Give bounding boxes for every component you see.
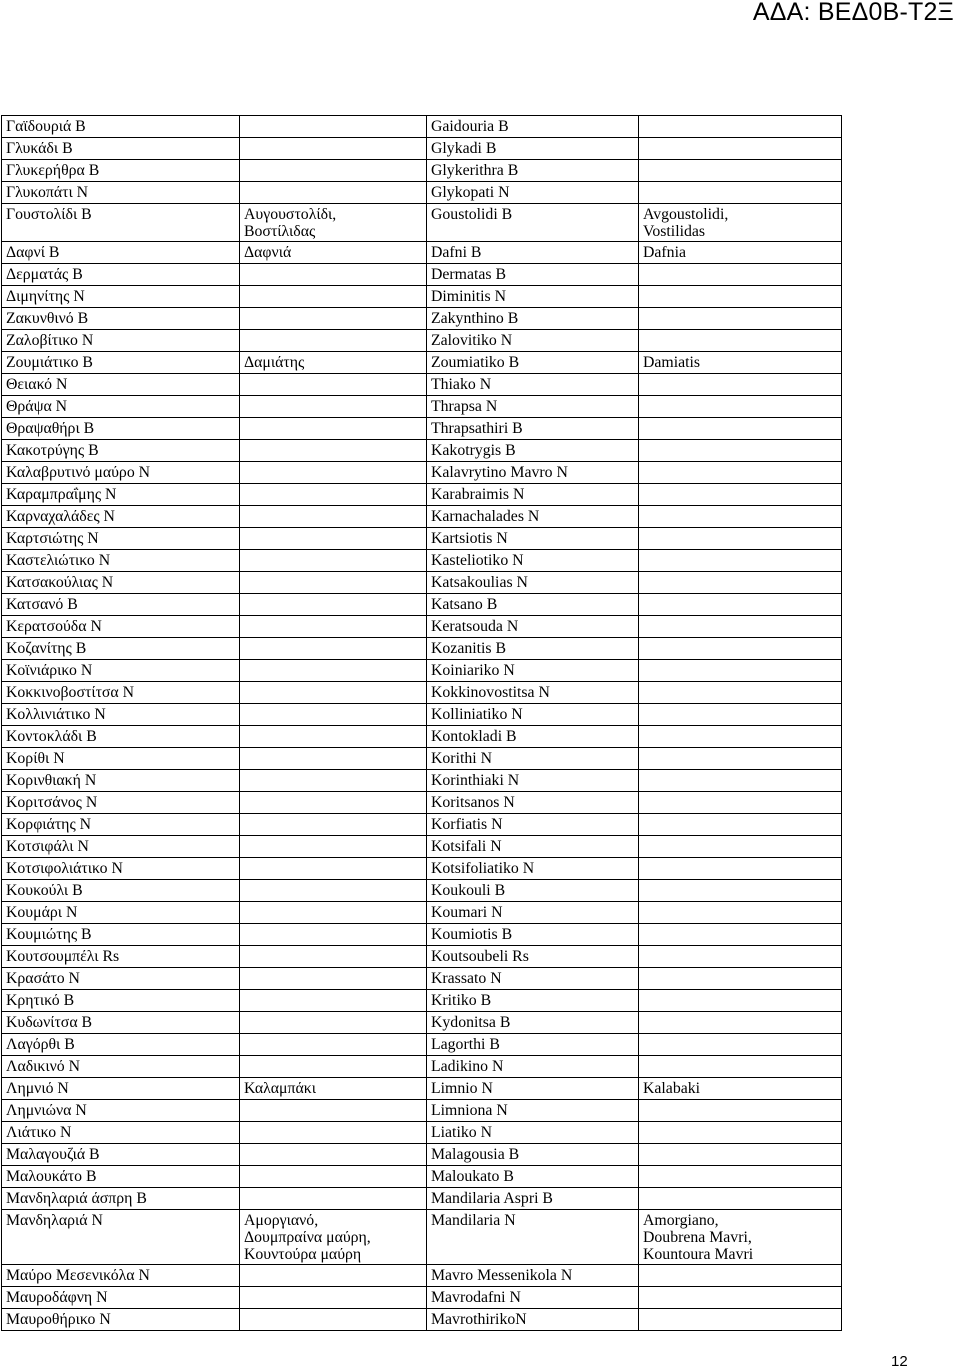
table-row (2, 116, 842, 138)
synonyms-greek-cell (240, 924, 427, 946)
table-row (2, 572, 842, 594)
variety-name-greek-cell: Καρτσιώτης Ν (2, 528, 240, 550)
page-number: 12 (891, 1353, 908, 1370)
variety-name-latin-cell: Glykadi B (427, 138, 639, 160)
synonyms-greek-cell (240, 264, 427, 286)
synonyms-latin-cell (639, 616, 842, 638)
table-row (2, 352, 842, 374)
table-row (2, 836, 842, 858)
synonyms-latin-cell: Dafnia (639, 242, 842, 264)
synonyms-latin-cell (639, 924, 842, 946)
table-row (2, 1166, 842, 1188)
table-row (2, 1012, 842, 1034)
table-row (2, 374, 842, 396)
synonyms-greek-cell (240, 902, 427, 924)
variety-name-greek-cell: Κρητικό Β (2, 990, 240, 1012)
variety-name-latin-cell: Glykerithra B (427, 160, 639, 182)
synonyms-latin-cell (639, 792, 842, 814)
variety-name-latin-cell: Kontokladi B (427, 726, 639, 748)
table-row (2, 550, 842, 572)
table-row (2, 748, 842, 770)
table-row (2, 660, 842, 682)
variety-name-greek-cell: Μανδηλαριά Ν (2, 1210, 240, 1265)
synonyms-latin-cell (639, 858, 842, 880)
variety-name-latin-cell: Keratsouda N (427, 616, 639, 638)
table-row (2, 704, 842, 726)
table-row (2, 880, 842, 902)
synonyms-latin-cell (639, 550, 842, 572)
synonyms-greek-cell (240, 1309, 427, 1331)
ada-code-header: ΑΔΑ: ΒΕΔ0Β-Τ2Ξ (752, 0, 954, 26)
variety-name-latin-cell: Kolliniatiko N (427, 704, 639, 726)
variety-name-latin-cell: Goustolidi B (427, 204, 639, 242)
synonyms-greek-cell (240, 682, 427, 704)
variety-name-latin-cell: Kalavrytino Mavro N (427, 462, 639, 484)
synonyms-latin-cell (639, 182, 842, 204)
variety-name-latin-cell: Glykopati N (427, 182, 639, 204)
synonyms-greek-cell (240, 138, 427, 160)
variety-name-latin-cell: Koumari N (427, 902, 639, 924)
synonyms-greek-cell (240, 1144, 427, 1166)
variety-name-greek-cell: Κοντοκλάδι Β (2, 726, 240, 748)
variety-name-latin-cell: Limniona N (427, 1100, 639, 1122)
table-row (2, 330, 842, 352)
variety-name-greek-cell: Κουμιώτης Β (2, 924, 240, 946)
synonyms-greek-cell (240, 748, 427, 770)
table-row (2, 1122, 842, 1144)
table-row (2, 418, 842, 440)
variety-name-greek-cell: Λαγόρθι Β (2, 1034, 240, 1056)
variety-name-greek-cell: Κοριτσάνος Ν (2, 792, 240, 814)
synonyms-greek-cell (240, 308, 427, 330)
synonyms-latin-cell (639, 836, 842, 858)
table-row (2, 1144, 842, 1166)
synonyms-latin-cell (639, 484, 842, 506)
variety-name-greek-cell: Κορινθιακή Ν (2, 770, 240, 792)
table-row (2, 814, 842, 836)
variety-name-greek-cell: Θειακό Ν (2, 374, 240, 396)
synonyms-latin-cell (639, 506, 842, 528)
synonyms-greek-cell (240, 1188, 427, 1210)
synonyms-greek-cell (240, 528, 427, 550)
variety-name-greek-cell: Κρασάτο Ν (2, 968, 240, 990)
table-row (2, 286, 842, 308)
synonyms-greek-cell (240, 990, 427, 1012)
variety-name-latin-cell: Diminitis N (427, 286, 639, 308)
variety-name-greek-cell: Κατσανό Β (2, 594, 240, 616)
variety-name-greek-cell: Κορίθι Ν (2, 748, 240, 770)
synonyms-greek-cell (240, 182, 427, 204)
table-row (2, 204, 842, 242)
variety-name-greek-cell: Μαλουκάτο Β (2, 1166, 240, 1188)
variety-name-greek-cell: Κορφιάτης Ν (2, 814, 240, 836)
synonyms-latin-cell (639, 1144, 842, 1166)
synonyms-greek-cell (240, 858, 427, 880)
synonyms-greek-cell (240, 880, 427, 902)
table-row (2, 1100, 842, 1122)
variety-name-latin-cell: Koumiotis B (427, 924, 639, 946)
variety-name-latin-cell: Dafni B (427, 242, 639, 264)
table-row (2, 924, 842, 946)
variety-name-latin-cell: Lagorthi B (427, 1034, 639, 1056)
variety-name-latin-cell: Mavrodafni N (427, 1287, 639, 1309)
variety-name-greek-cell: Κοζανίτης Β (2, 638, 240, 660)
synonyms-greek-cell (240, 638, 427, 660)
table-row (2, 638, 842, 660)
synonyms-latin-cell (639, 1034, 842, 1056)
synonyms-latin-cell (639, 116, 842, 138)
variety-name-greek-cell: Διμηνίτης Ν (2, 286, 240, 308)
table-row (2, 1265, 842, 1287)
variety-name-latin-cell: Zalovitiko N (427, 330, 639, 352)
synonyms-latin-cell (639, 1188, 842, 1210)
synonyms-latin-cell: Damiatis (639, 352, 842, 374)
synonyms-latin-cell (639, 770, 842, 792)
variety-name-greek-cell: Κουμάρι Ν (2, 902, 240, 924)
table-row (2, 1309, 842, 1331)
variety-name-latin-cell: Kozanitis B (427, 638, 639, 660)
synonyms-greek-cell (240, 484, 427, 506)
variety-name-latin-cell: Kokkinovostitsa N (427, 682, 639, 704)
synonyms-greek-cell (240, 1287, 427, 1309)
synonyms-greek-cell (240, 1265, 427, 1287)
synonyms-latin-cell: Avgoustolidi, Vostilidas (639, 204, 842, 242)
synonyms-latin-cell (639, 990, 842, 1012)
variety-name-greek-cell: Γουστολίδι Β (2, 204, 240, 242)
variety-name-latin-cell: Korfiatis N (427, 814, 639, 836)
table-row (2, 182, 842, 204)
table-row (2, 792, 842, 814)
table-row (2, 1078, 842, 1100)
variety-name-greek-cell: Κακοτρύγης Β (2, 440, 240, 462)
synonyms-greek-cell (240, 594, 427, 616)
synonyms-greek-cell (240, 440, 427, 462)
table-row (2, 440, 842, 462)
variety-name-greek-cell: Ζακυνθινό Β (2, 308, 240, 330)
table-row (2, 484, 842, 506)
variety-name-latin-cell: Korinthiaki N (427, 770, 639, 792)
table-row (2, 160, 842, 182)
table-row (2, 1287, 842, 1309)
variety-name-greek-cell: Γλυκερήθρα Β (2, 160, 240, 182)
table-row (2, 946, 842, 968)
variety-name-greek-cell: Κοϊνιάρικο Ν (2, 660, 240, 682)
synonyms-latin-cell (639, 638, 842, 660)
synonyms-greek-cell (240, 814, 427, 836)
synonyms-greek-cell (240, 160, 427, 182)
synonyms-greek-cell: Δαφνιά (240, 242, 427, 264)
synonyms-latin-cell (639, 1012, 842, 1034)
variety-name-greek-cell: Μαύρο Μεσενικόλα Ν (2, 1265, 240, 1287)
variety-name-latin-cell: Katsano B (427, 594, 639, 616)
table-row (2, 726, 842, 748)
variety-name-latin-cell: Dermatas B (427, 264, 639, 286)
variety-name-latin-cell: MavrothirikoN (427, 1309, 639, 1331)
table-row (2, 138, 842, 160)
variety-name-latin-cell: Koutsoubeli Rs (427, 946, 639, 968)
table-row (2, 1188, 842, 1210)
table-row (2, 1210, 842, 1265)
synonyms-greek-cell (240, 1122, 427, 1144)
synonyms-latin-cell: Amorgiano, Doubrena Mavri, Kountoura Mavri (639, 1210, 842, 1265)
synonyms-greek-cell (240, 572, 427, 594)
table-row (2, 264, 842, 286)
synonyms-latin-cell (639, 330, 842, 352)
variety-name-greek-cell: Λημνιό Ν (2, 1078, 240, 1100)
synonyms-latin-cell (639, 138, 842, 160)
synonyms-greek-cell (240, 1056, 427, 1078)
variety-name-greek-cell: Κοτσιφολιάτικο Ν (2, 858, 240, 880)
synonyms-latin-cell (639, 264, 842, 286)
variety-name-greek-cell: Ζαλοβίτικο Ν (2, 330, 240, 352)
table-row (2, 968, 842, 990)
variety-name-greek-cell: Δερματάς Β (2, 264, 240, 286)
variety-name-latin-cell: Maloukato B (427, 1166, 639, 1188)
synonyms-greek-cell (240, 1100, 427, 1122)
synonyms-latin-cell (639, 704, 842, 726)
variety-name-latin-cell: Mandilaria Aspri B (427, 1188, 639, 1210)
synonyms-latin-cell (639, 374, 842, 396)
variety-name-latin-cell: Kotsifoliatiko N (427, 858, 639, 880)
synonyms-greek-cell (240, 116, 427, 138)
variety-name-greek-cell: Λημνιώνα Ν (2, 1100, 240, 1122)
variety-name-latin-cell: Karabraimis N (427, 484, 639, 506)
variety-name-greek-cell: Κουκούλι Β (2, 880, 240, 902)
synonyms-latin-cell: Kalabaki (639, 1078, 842, 1100)
synonyms-latin-cell (639, 814, 842, 836)
synonyms-greek-cell (240, 770, 427, 792)
variety-name-latin-cell: Thiako N (427, 374, 639, 396)
variety-name-greek-cell: Γλυκάδι Β (2, 138, 240, 160)
variety-name-greek-cell: Καραμπραΐμης Ν (2, 484, 240, 506)
synonyms-latin-cell (639, 594, 842, 616)
variety-name-greek-cell: Λιάτικο Ν (2, 1122, 240, 1144)
variety-name-greek-cell: Μαυροδάφνη Ν (2, 1287, 240, 1309)
synonyms-latin-cell (639, 462, 842, 484)
variety-name-latin-cell: Koritsanos N (427, 792, 639, 814)
table-row (2, 858, 842, 880)
variety-name-latin-cell: Kotsifali N (427, 836, 639, 858)
synonyms-latin-cell (639, 160, 842, 182)
synonyms-greek-cell: Δαμιάτης (240, 352, 427, 374)
variety-name-greek-cell: Γαϊδουριά Β (2, 116, 240, 138)
variety-name-greek-cell: Κοκκινοβοστίτσα Ν (2, 682, 240, 704)
synonyms-greek-cell: Αυγουστολίδι, Βοστίλιδας (240, 204, 427, 242)
variety-name-latin-cell: Kartsiotis N (427, 528, 639, 550)
synonyms-latin-cell (639, 682, 842, 704)
synonyms-greek-cell (240, 704, 427, 726)
synonyms-greek-cell (240, 660, 427, 682)
synonyms-latin-cell (639, 1166, 842, 1188)
variety-name-greek-cell: Δαφνί Β (2, 242, 240, 264)
variety-name-greek-cell: Καρναχαλάδες Ν (2, 506, 240, 528)
table-row (2, 770, 842, 792)
variety-name-greek-cell: Καστελιώτικο Ν (2, 550, 240, 572)
synonyms-latin-cell (639, 968, 842, 990)
variety-name-latin-cell: Zoumiatiko B (427, 352, 639, 374)
table-row (2, 1056, 842, 1078)
synonyms-latin-cell (639, 308, 842, 330)
synonyms-greek-cell (240, 550, 427, 572)
synonyms-greek-cell (240, 726, 427, 748)
synonyms-greek-cell (240, 1012, 427, 1034)
variety-name-greek-cell: Γλυκοπάτι Ν (2, 182, 240, 204)
synonyms-latin-cell (639, 418, 842, 440)
table-row (2, 396, 842, 418)
table-row (2, 902, 842, 924)
variety-name-latin-cell: Gaidouria B (427, 116, 639, 138)
variety-name-latin-cell: Karnachalades N (427, 506, 639, 528)
variety-name-greek-cell: Θραψαθήρι Β (2, 418, 240, 440)
variety-name-latin-cell: Krassato N (427, 968, 639, 990)
synonyms-latin-cell (639, 660, 842, 682)
table-body (2, 116, 842, 1331)
variety-name-latin-cell: Kakotrygis B (427, 440, 639, 462)
synonyms-latin-cell (639, 1122, 842, 1144)
synonyms-greek-cell (240, 286, 427, 308)
variety-name-greek-cell: Μανδηλαριά άσπρη Β (2, 1188, 240, 1210)
synonyms-greek-cell (240, 836, 427, 858)
variety-name-greek-cell: Μαυροθήρικο Ν (2, 1309, 240, 1331)
table-row (2, 594, 842, 616)
variety-name-greek-cell: Κυδωνίτσα Β (2, 1012, 240, 1034)
synonyms-greek-cell: Αμοργιανό, Δουμπραίνα μαύρη, Κουντούρα μαύρη (240, 1210, 427, 1265)
synonyms-greek-cell (240, 330, 427, 352)
synonyms-greek-cell (240, 462, 427, 484)
variety-name-greek-cell: Ζουμιάτικο Β (2, 352, 240, 374)
variety-name-greek-cell: Μαλαγουζιά Β (2, 1144, 240, 1166)
table-row (2, 990, 842, 1012)
variety-name-greek-cell: Κοτσιφάλι Ν (2, 836, 240, 858)
synonyms-greek-cell (240, 418, 427, 440)
synonyms-latin-cell (639, 1056, 842, 1078)
synonyms-greek-cell (240, 1034, 427, 1056)
synonyms-greek-cell (240, 374, 427, 396)
synonyms-greek-cell (240, 946, 427, 968)
synonyms-latin-cell (639, 748, 842, 770)
variety-name-latin-cell: Korithi N (427, 748, 639, 770)
synonyms-greek-cell (240, 396, 427, 418)
variety-name-latin-cell: Koiniariko N (427, 660, 639, 682)
synonyms-greek-cell (240, 616, 427, 638)
synonyms-latin-cell (639, 1287, 842, 1309)
variety-name-latin-cell: Koukouli B (427, 880, 639, 902)
table-row (2, 528, 842, 550)
table-row (2, 506, 842, 528)
variety-name-greek-cell: Καλαβρυτινό μαύρο Ν (2, 462, 240, 484)
synonyms-greek-cell (240, 506, 427, 528)
table-row (2, 616, 842, 638)
synonyms-latin-cell (639, 1100, 842, 1122)
table-row (2, 462, 842, 484)
variety-name-latin-cell: Katsakoulias N (427, 572, 639, 594)
variety-name-latin-cell: Malagousia B (427, 1144, 639, 1166)
synonyms-latin-cell (639, 286, 842, 308)
variety-name-latin-cell: Kritiko B (427, 990, 639, 1012)
variety-name-latin-cell: Thrapsathiri B (427, 418, 639, 440)
synonyms-latin-cell (639, 1265, 842, 1287)
synonyms-latin-cell (639, 946, 842, 968)
variety-name-latin-cell: Kasteliotiko N (427, 550, 639, 572)
variety-name-greek-cell: Κατσακούλιας Ν (2, 572, 240, 594)
variety-name-greek-cell: Λαδικινό Ν (2, 1056, 240, 1078)
synonyms-greek-cell (240, 1166, 427, 1188)
variety-name-greek-cell: Θράψα Ν (2, 396, 240, 418)
grape-varieties-table (1, 115, 842, 1331)
table-row (2, 308, 842, 330)
table-row (2, 1034, 842, 1056)
synonyms-latin-cell (639, 902, 842, 924)
variety-name-greek-cell: Κερατσούδα Ν (2, 616, 240, 638)
variety-name-latin-cell: Zakynthino B (427, 308, 639, 330)
variety-name-greek-cell: Κολλινιάτικο Ν (2, 704, 240, 726)
synonyms-latin-cell (639, 396, 842, 418)
variety-name-greek-cell: Κουτσουμπέλι Rs (2, 946, 240, 968)
synonyms-greek-cell (240, 792, 427, 814)
synonyms-latin-cell (639, 528, 842, 550)
variety-name-latin-cell: Mandilaria N (427, 1210, 639, 1265)
variety-name-latin-cell: Limnio N (427, 1078, 639, 1100)
table-row (2, 682, 842, 704)
synonyms-latin-cell (639, 440, 842, 462)
variety-name-latin-cell: Mavro Messenikola N (427, 1265, 639, 1287)
variety-name-latin-cell: Liatiko N (427, 1122, 639, 1144)
synonyms-latin-cell (639, 572, 842, 594)
synonyms-latin-cell (639, 726, 842, 748)
synonyms-greek-cell (240, 968, 427, 990)
synonyms-latin-cell (639, 880, 842, 902)
synonyms-latin-cell (639, 1309, 842, 1331)
synonyms-greek-cell: Καλαμπάκι (240, 1078, 427, 1100)
variety-name-latin-cell: Kydonitsa B (427, 1012, 639, 1034)
table-row (2, 242, 842, 264)
variety-name-latin-cell: Ladikino N (427, 1056, 639, 1078)
variety-name-latin-cell: Thrapsa N (427, 396, 639, 418)
